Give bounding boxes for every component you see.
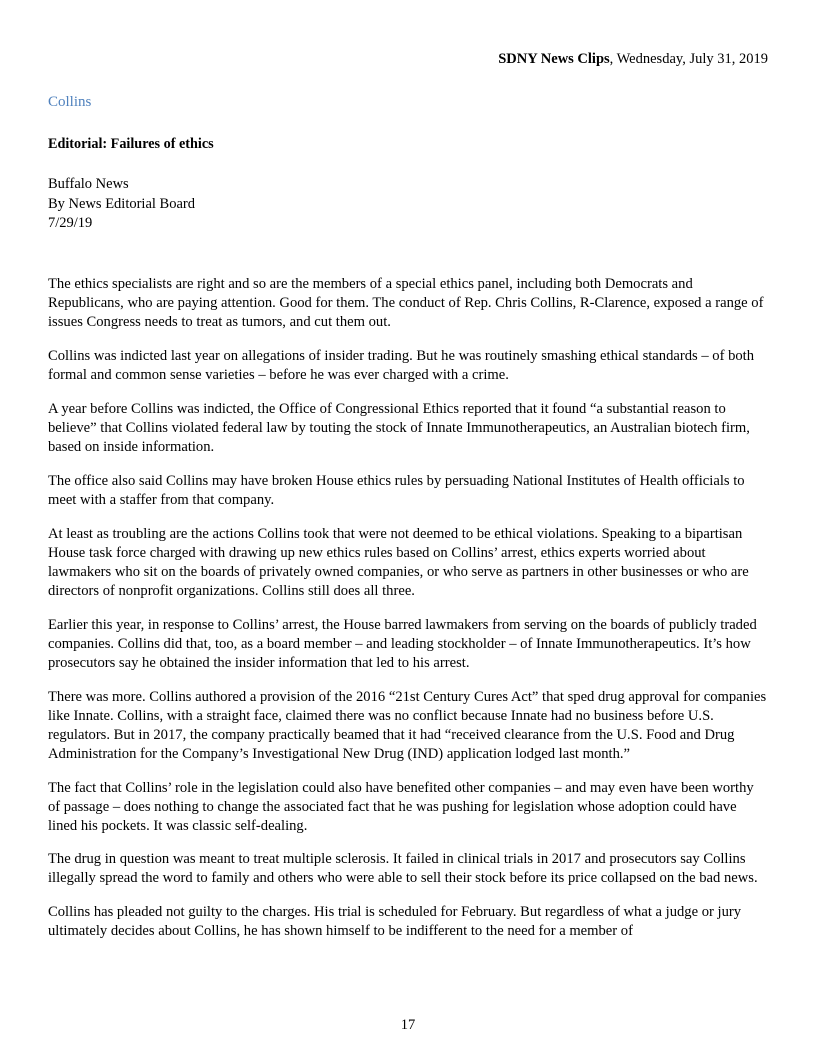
article-source: Buffalo News xyxy=(48,176,129,193)
article-paragraph: The office also said Collins may have broken House ethics rules by persuading National Institutes of Health officials to meet with a staffer from that company. xyxy=(48,472,745,508)
article-paragraph: The drug in question was meant to treat multiple sclerosis. It failed in clinical trials in 2017 and prosecutors say Collins illegally spread the word to family and others who were able to sell their stock before its price collapsed on the bad news. xyxy=(48,851,758,887)
article-paragraph: Earlier this year, in response to Collins’ arrest, the House barred lawmakers from serving on the boards of publicly traded companies. Collins did that, too, as a board member – and leading stockholder – of Innate Immunotherapeutics. It’s how prosecutors say he obtained the insider information that led to his arrest. xyxy=(48,616,757,671)
page-number: 17 xyxy=(400,1017,416,1033)
article-paragraph: A year before Collins was indicted, the Office of Congressional Ethics reported that it found “a substantial reason to believe” that Collins violated federal law by touting the stock of Innate Immunotherapeutics, an Australian biotech firm, based on inside information. xyxy=(48,401,750,456)
article-paragraph: Collins was indicted last year on allegations of insider trading. But he was routinely smashing ethical standards – of both formal and common sense varieties – before he was ever charged with a crime. xyxy=(48,348,755,384)
page-header xyxy=(48,51,768,68)
article-byline: By News Editorial Board xyxy=(48,195,195,212)
article-date: 7/29/19 xyxy=(48,214,93,231)
article-paragraph: At least as troubling are the actions Collins took that were not deemed to be ethical violations. Speaking to a bipartisan House task force charged with drawing up new ethics rules based on Collins’ arrest, ethics experts worried about lawmakers who sit on the boards of privately owned companies, or who serve as partners in other businesses or who are directors of nonprofit organizations. Collins still does all three. xyxy=(48,525,749,599)
article-headline: Editorial: Failures of ethics xyxy=(48,136,214,153)
article-paragraph: There was more. Collins authored a provision of the 2016 “21st Century Cures Act” that sped drug approval for companies like Innate. Collins, with a straight face, claimed there was no conflict because Innate had no business before U.S. regulators. But in 2017, the company practically beamed that it had “received clearance from the U.S. Food and Drug Administration for the Company’s Investigational New Drug (IND) application lodged last month.” xyxy=(48,688,767,762)
header-publication: SDNY News Clips xyxy=(498,51,610,67)
article-paragraph: The ethics specialists are right and so are the members of a special ethics panel, including both Democrats and Republicans, who are paying attention. Good for them. The conduct of Rep. Chris Collins, R-Clarence, exposed a range of issues Congress needs to treat as tumors, and cut them out. xyxy=(48,276,764,331)
article-meta xyxy=(48,175,768,233)
article-paragraph: The fact that Collins’ role in the legislation could also have benefited other companies – and may even have been worthy of passage – does nothing to change the associated fact that he was pushing for legislation whose adoption could have lined his pockets. It was classic self-dealing. xyxy=(48,779,754,834)
section-heading: Collins xyxy=(48,94,92,111)
article-body xyxy=(48,275,768,941)
header-date: , Wednesday, July 31, 2019 xyxy=(609,51,768,67)
article-paragraph: Collins has pleaded not guilty to the charges. His trial is scheduled for February. But regardless of what a judge or jury ultimately decides about Collins, he has shown himself to be indifferent to the need for a member of xyxy=(48,904,742,940)
